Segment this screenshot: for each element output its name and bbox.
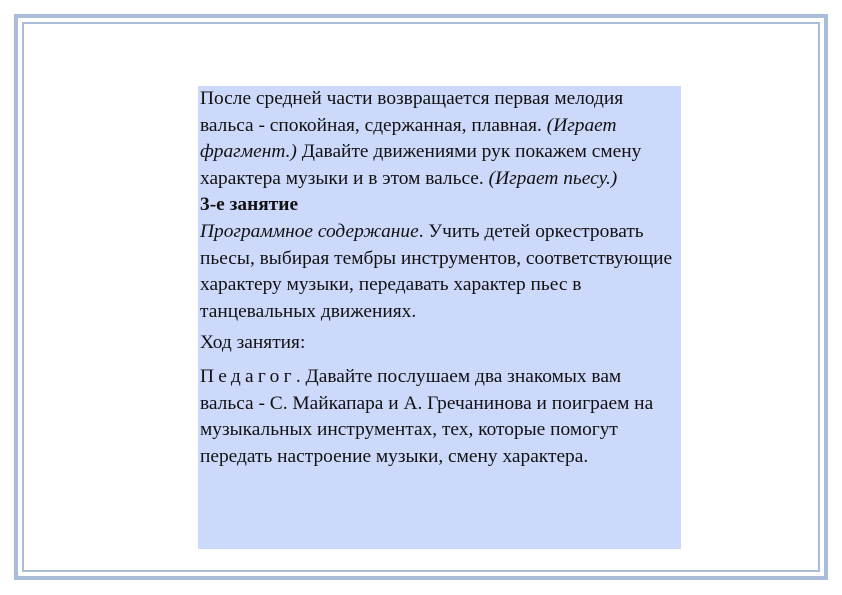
stage-direction: (Играет фрагмент.) — [200, 114, 617, 163]
paragraph-text: После средней части возвращается первая мелодия вальса - спокойная, сдержанная, плавная. — [200, 88, 624, 136]
lesson-heading: 3-е занятие — [200, 194, 299, 216]
program-content-label: Программное содержание — [200, 220, 419, 242]
stage-direction: (Играет пьесу.) — [488, 167, 618, 189]
paragraph-text: Давайте движениями рук покажем смену характера музыки и в этом вальсе. — [200, 141, 642, 189]
paragraph-teacher — [200, 364, 679, 470]
paragraph-lesson-course: Ход занятия: — [200, 332, 306, 354]
paragraph-text: . Учить детей оркестровать пьесы, выбирая тембры инструментов, соответствующие характеру музыки, передавать характер пьес в танцевальных движениях. — [200, 220, 673, 322]
speaker-label: Педагог — [200, 365, 296, 387]
paragraph-program-content — [200, 219, 679, 325]
text-box — [198, 86, 681, 549]
paragraph-waltz-return — [200, 86, 679, 192]
paragraph-text: . Давайте послушаем два знакомых вам вальса - С. Майкапара и А. Гречанинова и поиграем на музыкальных инструментах, тех, которые помогут передать настроение музыки, смену характера. — [200, 365, 654, 467]
